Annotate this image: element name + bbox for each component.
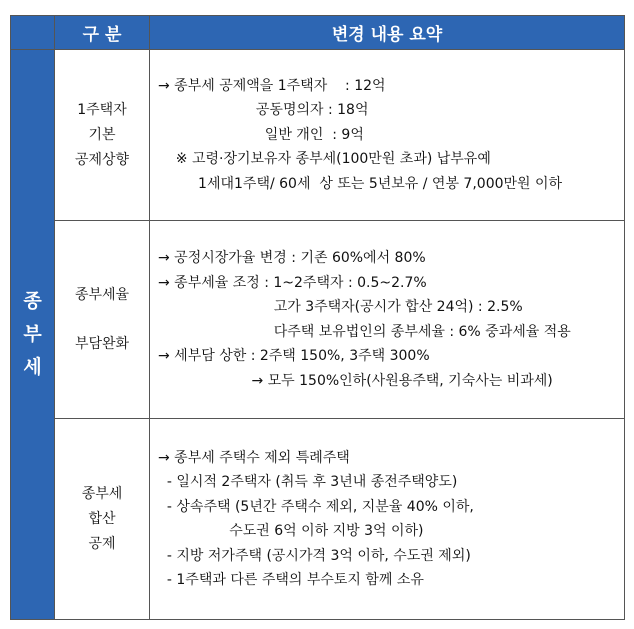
table-row — [11, 50, 625, 221]
summary-table — [10, 15, 625, 620]
category-line: 공제상향 — [74, 151, 130, 168]
content-line: ※ 고령·장기보유자 종부세(100만원 초과) 납부유예 — [158, 151, 491, 168]
category-line: 부담완화 — [74, 335, 130, 352]
content-line: - 지방 저가주택 (공시가격 3억 이하, 수도권 제외) — [158, 547, 471, 564]
header-summary: 변경 내용 요약 — [150, 16, 625, 50]
category-spacer — [55, 308, 149, 332]
content-line: - 상속주택 (5년간 주택수 제외, 지분율 40% 이하, — [158, 498, 474, 515]
content-line: → 종부세 공제액을 1주택자 : 12억 — [158, 77, 386, 94]
header-row — [11, 16, 625, 50]
side-label — [11, 50, 55, 620]
content-line: 고가 3주택자(공시가 합산 24억) : 2.5% — [158, 299, 523, 315]
header-corner — [11, 16, 55, 50]
content-line: → 모두 150%인하(사원용주택, 기숙사는 비과세) — [158, 372, 553, 389]
header-category: 구 분 — [55, 16, 150, 50]
category-line: 종부세 — [81, 485, 123, 502]
content-cell — [150, 419, 625, 620]
content-line: - 일시적 2주택자 (취득 후 3년내 종전주택양도) — [158, 474, 458, 490]
category-line: 기본 — [88, 126, 116, 143]
category-cell — [55, 419, 150, 620]
category-line: 공제 — [88, 535, 116, 552]
content-line: → 종부세 주택수 제외 특례주택 — [158, 449, 350, 466]
content-line: → 공정시장가율 변경 : 기존 60%에서 80% — [158, 250, 426, 266]
content-line: 공동명의자 : 18억 — [158, 102, 369, 119]
content-line: - 1주택과 다른 주택의 부수토지 함께 소유 — [158, 572, 424, 588]
content-line: 다주택 보유법인의 종부세율 : 6% 중과세율 적용 — [158, 323, 571, 340]
table-row — [11, 419, 625, 620]
category-cell — [55, 50, 150, 221]
content-line: → 종부세율 조정 : 1~2주택자 : 0.5~2.7% — [158, 274, 427, 291]
category-line: 종부세율 — [74, 286, 130, 303]
content-line: → 세부담 상한 : 2주택 150%, 3주택 300% — [158, 348, 430, 364]
category-line: 1주택자 — [77, 101, 127, 118]
content-cell — [150, 221, 625, 419]
content-line: 1세대1주택/ 60세 상 또는 5년보유 / 연봉 7,000만원 이하 — [158, 175, 563, 192]
category-cell — [55, 221, 150, 419]
category-line: 합산 — [88, 510, 116, 527]
side-label-char: 부 — [23, 323, 42, 345]
content-cell — [150, 50, 625, 221]
content-line: 일반 개인 : 9억 — [158, 126, 364, 143]
content-line: 수도권 6억 이하 지방 3억 이하) — [158, 523, 424, 539]
side-label-char: 종 — [23, 290, 42, 312]
table-row — [11, 221, 625, 419]
side-label-char: 세 — [23, 356, 42, 378]
